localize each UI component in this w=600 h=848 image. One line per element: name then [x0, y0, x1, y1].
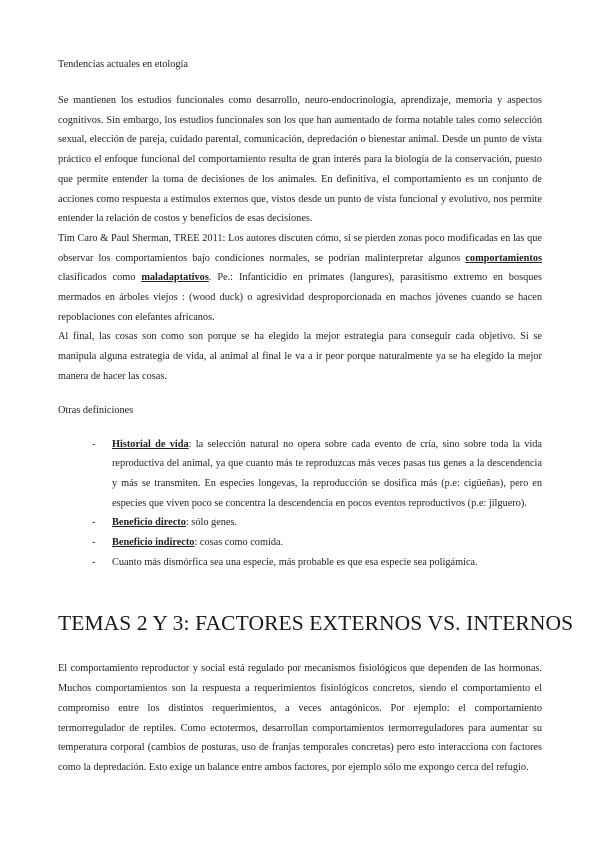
- definitions-list: [58, 435, 542, 573]
- term-historial-de-vida: Historial de vida: [112, 438, 189, 450]
- term-beneficio-indirecto: Beneficio indirecto: [112, 537, 195, 549]
- list-item-beneficio-indirecto: [92, 533, 542, 553]
- paragraph-comportamiento-reproductor: El comportamiento reproductor y social está regulado por mecanismos fisiológicos que dependen de las hormonas. Muchos comportamientos son la respuesta a requerimientos fisiológicos concretos, siendo el comportamiento el compromiso entre los distintos requerimientos, a veces antagónicos. Por ejemplo: el comportamiento termorregulador de reptiles. Como ectotermos, desarrollan comportamientos termorreguladores para aumentar su temperatura corporal (cambios de posturas, uso de franjas temporales concretas) pero esto interacciona con factores como la depredación. Esto exige un balance entre ambos factores, por ejemplo sólo me expongo cerca del refugio.: [58, 663, 542, 773]
- list-item-historial: [92, 435, 542, 514]
- paragraph-caro-sherman-text-a: Tim Caro & Paul Sherman, TREE 2011: Los autores discuten cómo, si se pierden zonas poco modificadas en las que observar los comportamientos bajo condiciones normales, se podrían malinterpretar algunos: [58, 232, 542, 264]
- definition-text: : cosas como comida.: [194, 537, 284, 549]
- list-dash: -: [92, 438, 96, 450]
- list-dash: -: [92, 537, 96, 549]
- list-dash: -: [92, 556, 96, 568]
- heading-temas-2-3: TEMAS 2 Y 3: FACTORES EXTERNOS VS. INTERNOS: [58, 611, 574, 636]
- term-maladaptativos: maladaptativos: [141, 272, 209, 284]
- definition-text: : sólo genes.: [185, 517, 238, 529]
- section-title-tendencias: Tendencias actuales en etología: [58, 59, 188, 70]
- term-beneficio-directo: Beneficio directo: [112, 517, 186, 529]
- definition-text: Cuanto más dismórfica sea una especie, más probable es que esa especie sea poligámica.: [112, 556, 478, 568]
- list-item-dismorfica: [92, 553, 542, 573]
- paragraph-caro-sherman: [58, 229, 542, 328]
- list-dash: -: [92, 517, 96, 529]
- paragraph-funcionales: Se mantienen los estudios funcionales como desarrollo, neuro-endocrinología, aprendizaje, memoria y aspectos cognitivos. Sin embargo, los estudios funcionales son los que han aumentado de forma notable tales como selección sexual, elección de pareja, cuidado parental, comunicación, depredación o bienestar animal. Desde un punto de vista práctico el enfoque funcional del comportamiento resulta de gran interés para la biología de la conservación, puesto que permite entender la toma de decisiones de los animales. En definitiva, el comportamiento es un conjunto de acciones como respuesta a estímulos externos que, vistos desde un punto de vista funcional y evolutivo, nos permite entender la relación de costos y beneficios de esas decisiones.: [58, 95, 542, 225]
- term-comportamientos: comportamientos: [465, 252, 542, 264]
- definition-text: : la selección natural no opera sobre cada evento de cría, sino sobre toda la vida reproductiva del animal, ya que cuanto más te reproduzcas más veces pasas tus genes a la descendencia y más se transmiten. En especies longevas, la reproducción se dosifica más (p.e: cigüeñas), pero en especies que viven poco se concentra la descendencia en pocos eventos reproductivos (p.e: jilguero).: [112, 438, 542, 509]
- paragraph-estrategia: Al final, las cosas son como son porque se ha elegido la mejor estrategia para conseguir cada objetivo. Si se manipula alguna estrategia de vida, al animal al final le va a ir peor porque naturalmente ya se ha elegido la mejor manera de hacer las cosas.: [58, 331, 542, 382]
- paragraph-caro-sherman-text-c: clasificados como: [58, 272, 142, 284]
- paragraph-caro-sherman-text-d: . Pe.: Infanticidio en primates (langures), parasitismo extremo en bosques mermados en árboles viejos : (wood duck) o agresividad desproporcionada en machos jóvenes cuando se hacen repoblaciones con elefantes africanos.: [58, 272, 542, 323]
- list-item-beneficio-directo: [92, 513, 542, 533]
- section-title-otras-definiciones: Otras definiciones: [58, 404, 134, 416]
